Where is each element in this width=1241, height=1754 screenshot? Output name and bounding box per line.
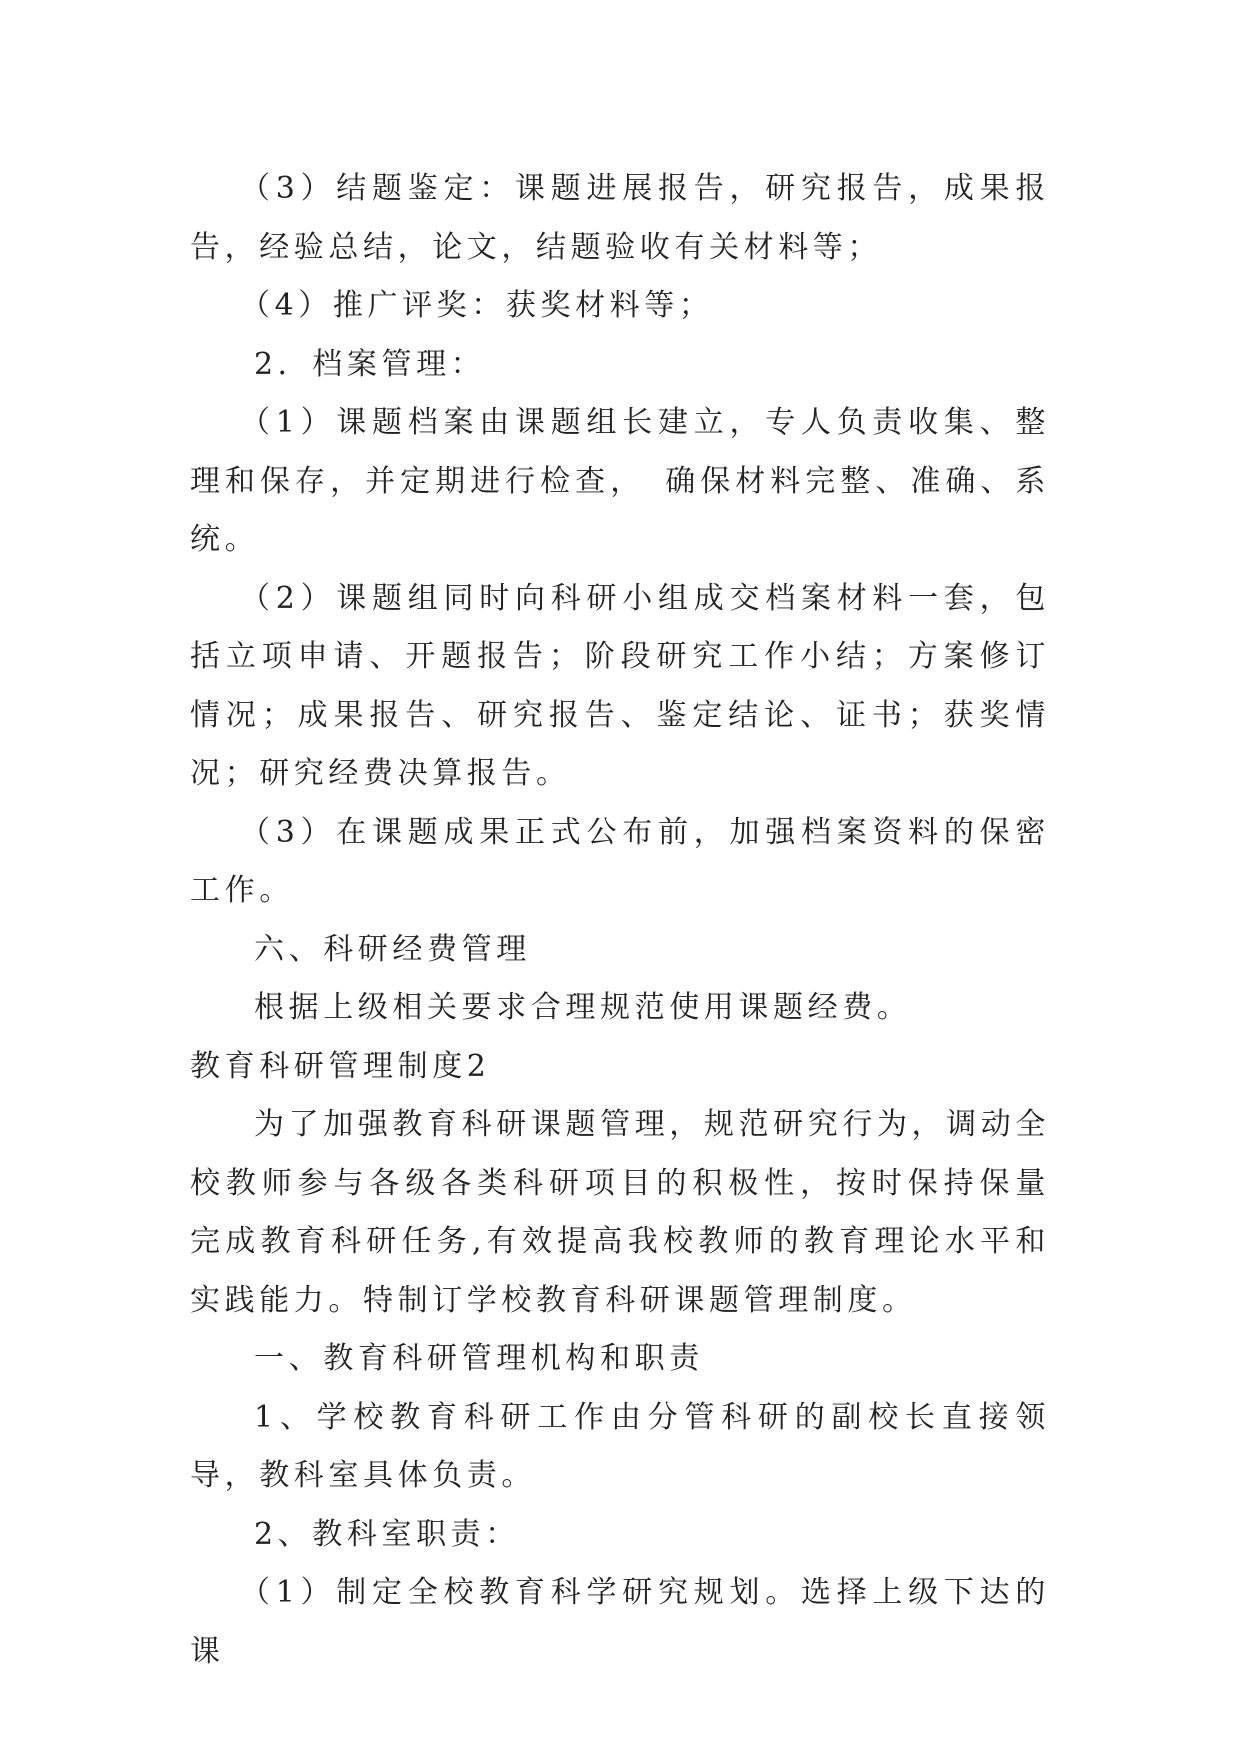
section-heading-funding: 六、科研经费管理: [254, 931, 531, 967]
paragraph-archive-heading: 2．档案管理：: [254, 346, 486, 382]
paragraph-closing-evaluation: （3）结题鉴定：课题进展报告，研究报告，成果报告，经验总结，论文，结题验收有关材料等；: [190, 171, 1050, 265]
paragraph-organization-1: 1、学校教育科研工作由分管科研的副校长直接领导，教科室具体负责。: [190, 1399, 1050, 1493]
document-body: [190, 160, 1050, 1681]
section-heading-organization: 一、教育科研管理机构和职责: [254, 1341, 704, 1376]
paragraph-funding: 根据上级相关要求合理规范使用课题经费。: [254, 990, 912, 1025]
paragraph-intro: 为了加强教育科研课题管理，规范研究行为，调动全校教师参与各级各类科研项目的积极性，按时保持保量完成教育科研任务,有效提高我校教师的教育理论水平和实践能力。特制订学校教育科研课题管理制度。: [190, 1107, 1050, 1318]
paragraph-archive-item-1: （1）课题档案由课题组长建立，专人负责收集、整理和保存，并定期进行检查， 确保材料完整、准确、系统。: [190, 405, 1050, 557]
paragraph-archive-item-2: （2）课题组同时向科研小组成交档案材料一套，包括立项申请、开题报告；阶段研究工作小结；方案修订情况；成果报告、研究报告、鉴定结论、证书；获奖情况；研究经费决算报告。: [190, 580, 1050, 791]
paragraph-promotion-awards: （4）推广评奖：获奖材料等；: [240, 288, 714, 323]
document-subtitle: 教育科研管理制度2: [190, 1048, 491, 1084]
paragraph-organization-2: 2、教科室职责：: [254, 1516, 520, 1552]
paragraph-duty-1: （1）制定全校教育科学研究规划。选择上级下达的课: [190, 1575, 1050, 1669]
paragraph-archive-item-3: （3）在课题成果正式公布前，加强档案资料的保密工作。: [190, 814, 1050, 908]
